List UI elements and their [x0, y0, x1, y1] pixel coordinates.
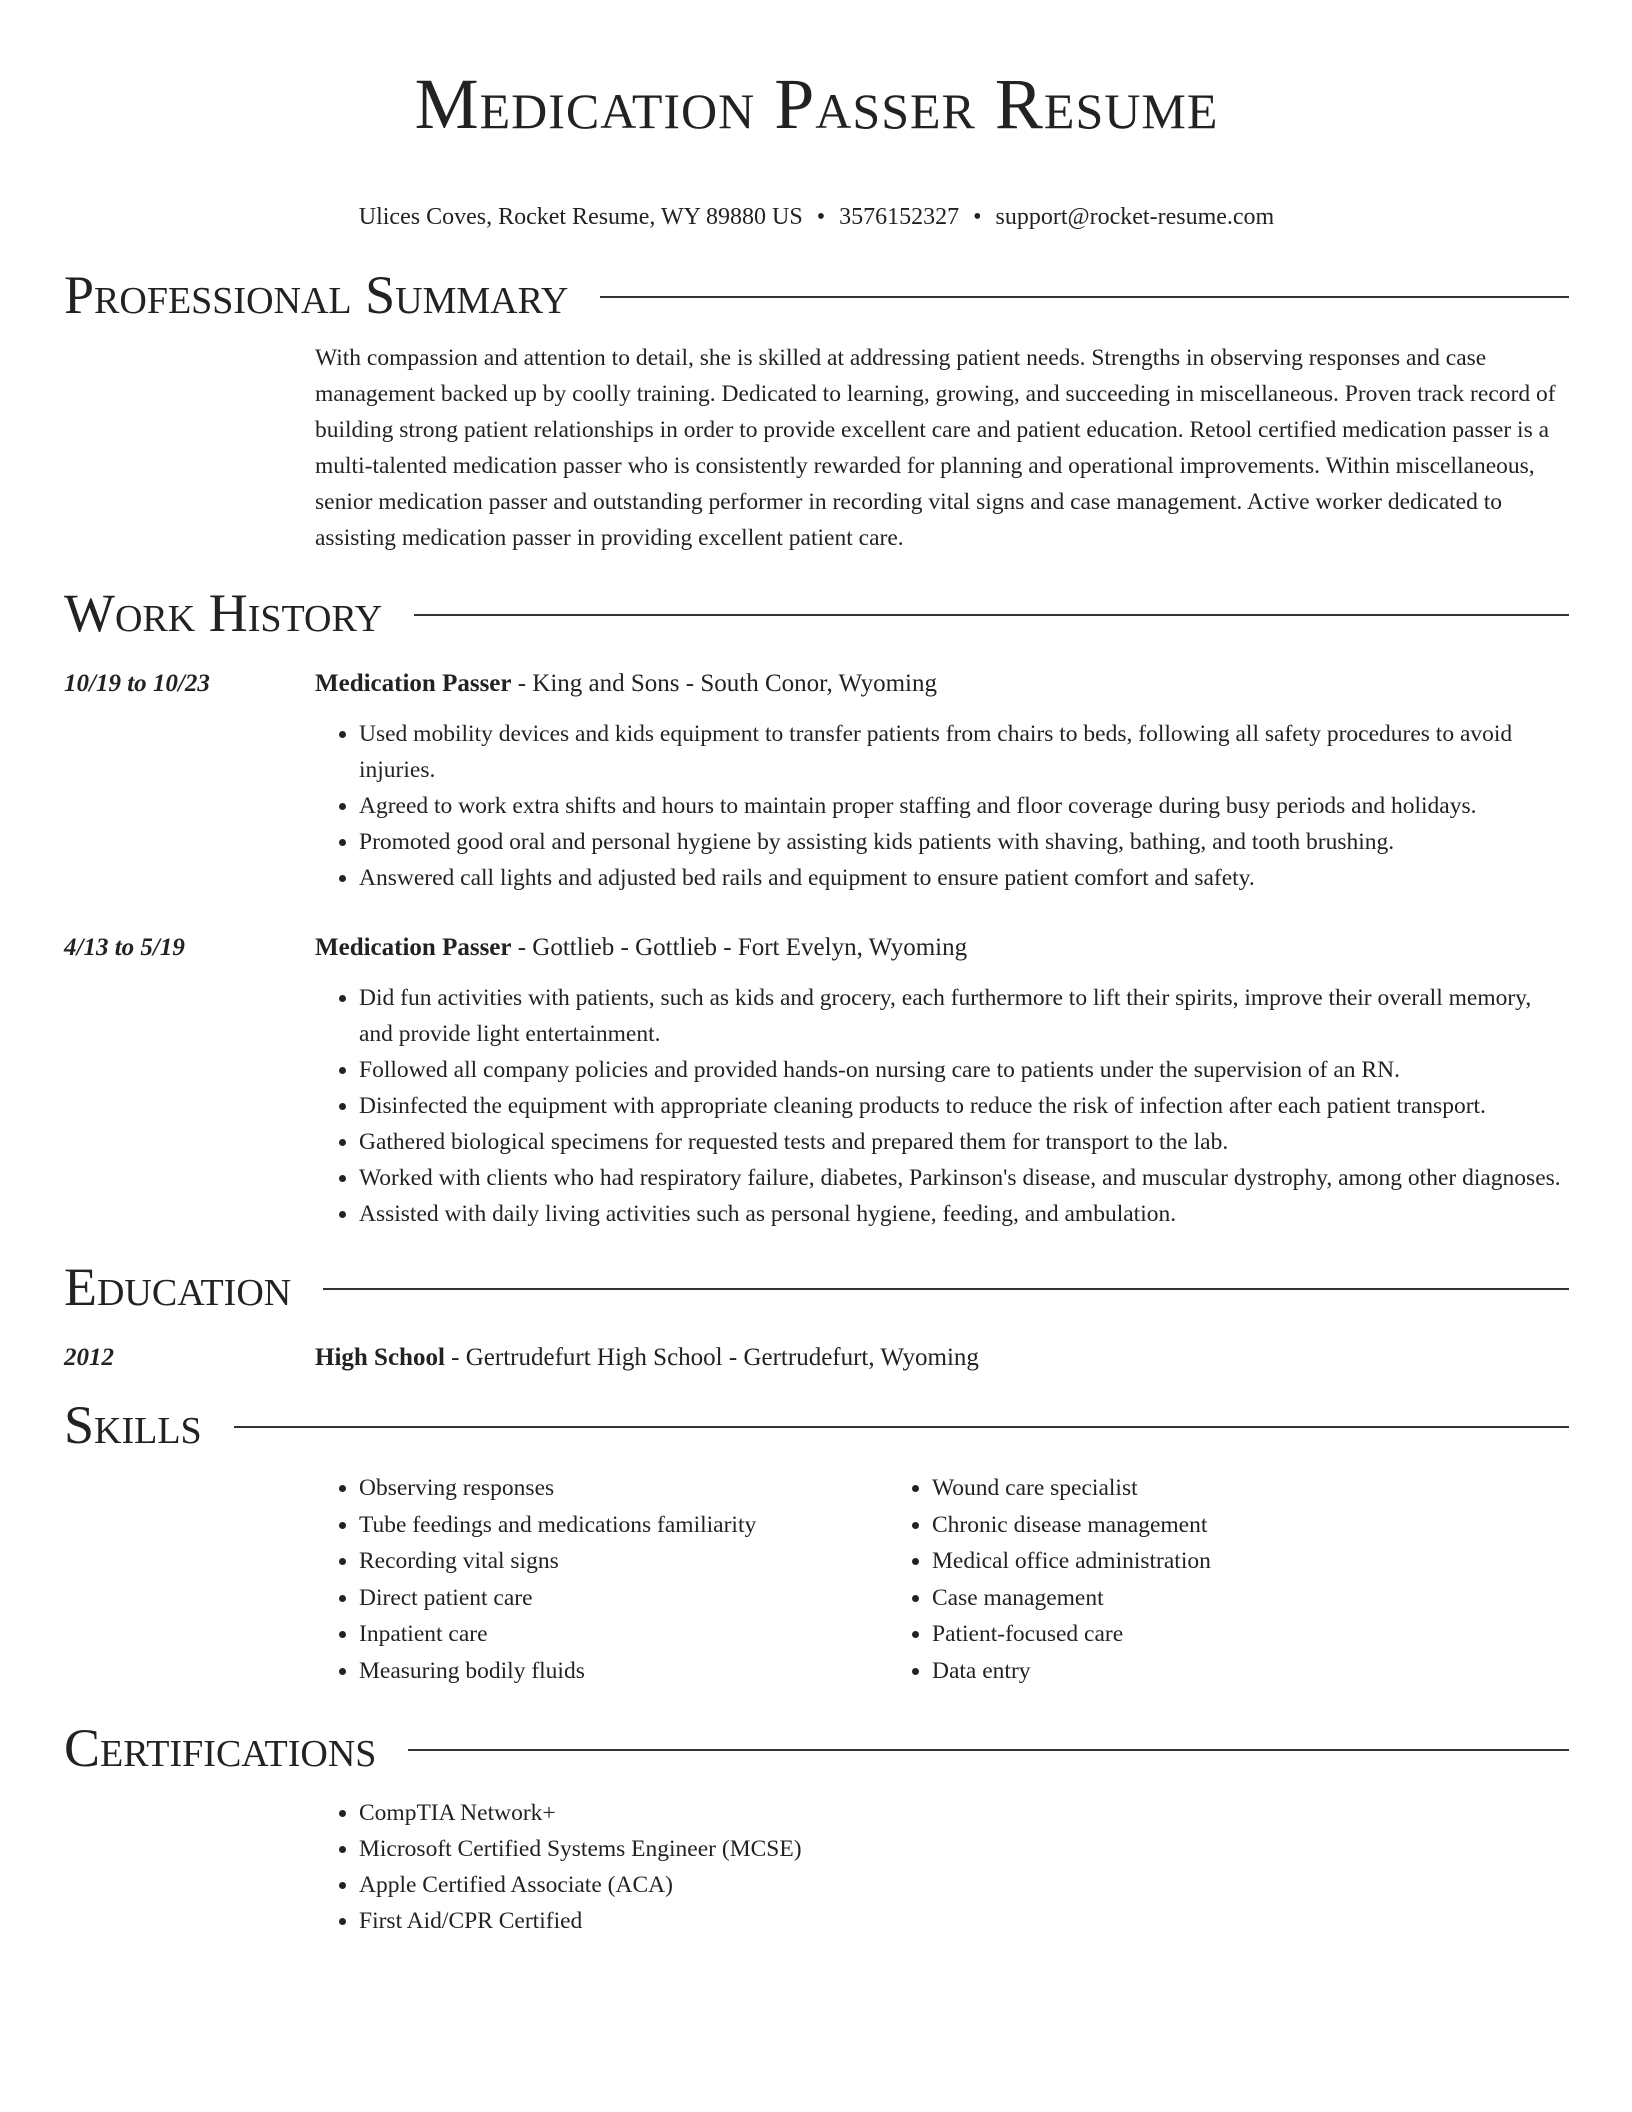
skill-item: • Wound care specialist — [932, 1470, 1461, 1507]
resume-title: Medication Passer Resume — [414, 64, 1219, 144]
contact-email[interactable]: support@rocket-resume.com — [995, 204, 1275, 230]
job-bullet: • Gathered biological specimens for requested tests and prepared them for transport to the lab. — [359, 1124, 1569, 1160]
job-title: Medication Passer — [315, 670, 512, 697]
skill-item: • Data entry — [932, 1653, 1461, 1690]
certification-item: • Apple Certified Associate (ACA) — [359, 1867, 1569, 1903]
summary-text: With compassion and attention to detail, she is skilled at addressing patient needs. Strengths in observing responses and case management backed up by coolly training. Dedicated to learning, growing, and succeeding in miscellaneous. Proven track record of building strong patient relationships in order to provide excellent care and patient education. Retool certified medication passer is a multi-talented medication passer who is consistently rewarded for planning and operational improvements. Within miscellaneous, senior medication passer and outstanding performer in recording vital signs and case management. Active worker dedicated to assisting medication passer in providing excellent patient care. — [315, 345, 1556, 551]
summary-heading: Professional Summary — [64, 265, 569, 325]
education-degree: High School — [315, 1344, 445, 1371]
skill-item: • Case management — [932, 1580, 1461, 1617]
section-divider — [323, 1288, 1569, 1290]
job-bullet: • Worked with clients who had respiratory failure, diabetes, Parkinson's disease, and muscular dystrophy, among other diagnoses. — [359, 1160, 1569, 1196]
job-entry — [64, 930, 1569, 1232]
education-heading: Education — [64, 1257, 292, 1317]
contact-separator: • — [973, 204, 982, 230]
contact-line — [64, 202, 1569, 232]
work-section-header — [64, 580, 1569, 646]
job-bullets — [315, 716, 1569, 896]
skill-item: • Observing responses — [359, 1470, 888, 1507]
skills-list — [315, 1470, 1569, 1689]
job-bullet: • Disinfected the equipment with appropriate cleaning products to reduce the risk of infection after each patient transport. — [359, 1088, 1569, 1124]
section-divider — [234, 1426, 1569, 1428]
job-bullet: • Assisted with daily living activities such as personal hygiene, feeding, and ambulation. — [359, 1196, 1569, 1232]
skills-section-header — [64, 1392, 1569, 1458]
contact-separator: • — [816, 204, 826, 230]
job-bullet: • Answered call lights and adjusted bed rails and equipment to ensure patient comfort and safety. — [359, 860, 1569, 896]
job-details: - Gottlieb - Gottlieb - Fort Evelyn, Wyoming — [511, 934, 968, 961]
certification-item: • Microsoft Certified Systems Engineer (MCSE) — [359, 1831, 1569, 1867]
certification-item: • First Aid/CPR Certified — [359, 1903, 1569, 1939]
education-entry — [64, 1340, 1569, 1376]
education-section-header — [64, 1254, 1569, 1320]
contact-phone: 3576152327 — [839, 204, 960, 230]
skill-item: • Recording vital signs — [359, 1543, 888, 1580]
skills-heading: Skills — [64, 1395, 202, 1455]
job-entry — [64, 666, 1569, 896]
work-heading: Work History — [64, 583, 383, 643]
education-date: 2012 — [64, 1344, 114, 1371]
job-title: Medication Passer — [315, 934, 512, 961]
summary-section-header — [64, 262, 1569, 328]
skill-item: • Inpatient care — [359, 1616, 888, 1653]
job-bullet: • Agreed to work extra shifts and hours to maintain proper staffing and floor coverage during busy periods and holidays. — [359, 788, 1569, 824]
contact-address: Ulices Coves, Rocket Resume, WY 89880 US — [358, 204, 803, 230]
skill-item: • Measuring bodily fluids — [359, 1653, 888, 1690]
job-bullet: • Followed all company policies and provided hands-on nursing care to patients under the supervision of an RN. — [359, 1052, 1569, 1088]
job-details: - King and Sons - South Conor, Wyoming — [511, 670, 937, 697]
section-divider — [408, 1749, 1569, 1751]
education-details: - Gertrudefurt High School - Gertrudefurt, Wyoming — [444, 1344, 979, 1371]
job-bullet: • Did fun activities with patients, such as kids and grocery, each furthermore to lift their spirits, improve their overall memory, and provide light entertainment. — [359, 980, 1569, 1052]
job-bullets — [315, 980, 1569, 1232]
job-header — [64, 666, 1569, 702]
skill-item: • Tube feedings and medications familiarity — [359, 1507, 888, 1544]
certification-item: • CompTIA Network+ — [359, 1795, 1569, 1831]
skill-item: • Patient-focused care — [932, 1616, 1461, 1653]
job-header — [64, 930, 1569, 966]
certifications-section-header — [64, 1715, 1569, 1781]
certifications-list — [315, 1795, 1569, 1939]
skills-column-right — [888, 1470, 1461, 1689]
skill-item: • Direct patient care — [359, 1580, 888, 1617]
skill-item: • Chronic disease management — [932, 1507, 1461, 1544]
skills-column-left — [315, 1470, 888, 1689]
section-divider — [414, 614, 1569, 616]
skill-item: • Medical office administration — [932, 1543, 1461, 1580]
job-bullet: • Promoted good oral and personal hygiene by assisting kids patients with shaving, bathing, and tooth brushing. — [359, 824, 1569, 860]
certifications-heading: Certifications — [64, 1718, 377, 1778]
job-date: 4/13 to 5/19 — [64, 934, 185, 961]
section-divider — [600, 296, 1569, 298]
job-date: 10/19 to 10/23 — [64, 670, 210, 697]
job-bullet: • Used mobility devices and kids equipment to transfer patients from chairs to beds, following all safety procedures to avoid injuries. — [359, 716, 1569, 788]
